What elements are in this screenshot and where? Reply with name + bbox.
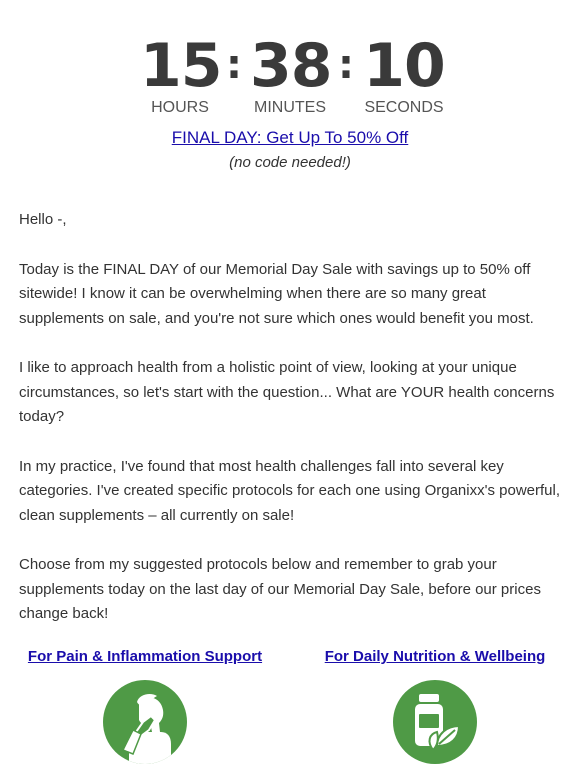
- protocol-pain-inflammation: [0, 646, 290, 764]
- pain-inflammation-link[interactable]: For Pain & Inflammation Support: [27, 648, 263, 665]
- countdown-minutes-value: 38: [250, 31, 332, 101]
- countdown-hours-value: 15: [140, 31, 222, 101]
- countdown-seconds-value: 10: [363, 31, 445, 101]
- countdown-seconds-label: SECONDS: [364, 99, 444, 116]
- countdown-seconds: [362, 31, 446, 117]
- neck-pain-icon[interactable]: [103, 680, 187, 764]
- final-day-offer-link[interactable]: FINAL DAY: Get Up To 50% Off: [171, 128, 409, 147]
- countdown-timer: [0, 31, 580, 120]
- countdown-minutes: [250, 31, 332, 117]
- protocol-links: [0, 646, 580, 774]
- offer-headline: [0, 127, 580, 149]
- countdown-hours-label: HOURS: [151, 99, 209, 116]
- greeting: Hello -,: [19, 211, 67, 228]
- countdown-separator: :: [338, 42, 354, 88]
- offer-subtext: (no code needed!): [229, 154, 351, 171]
- countdown-hours: [140, 31, 222, 117]
- email-body: [19, 208, 567, 652]
- body-paragraph: I like to approach health from a holistic point of view, looking at your unique circumstances, so let's start with the question... What are YOUR health concerns today?: [19, 359, 555, 425]
- countdown-separator: :: [226, 42, 242, 88]
- body-paragraph: Choose from my suggested protocols below and remember to grab your supplements today on the last day of our Memorial Day Sale, before our prices change back!: [19, 556, 541, 622]
- body-paragraph: In my practice, I've found that most health challenges fall into several key categories. I've created specific protocols for each one using Organixx's powerful, clean supplements – all currently on sale!: [19, 457, 561, 524]
- daily-nutrition-link[interactable]: For Daily Nutrition & Wellbeing: [324, 648, 546, 665]
- countdown-minutes-label: MINUTES: [254, 99, 326, 116]
- body-paragraph: Today is the FINAL DAY of our Memorial Day Sale with savings up to 50% off sitewide! I know it can be overwhelming when there are so many great supplements on sale, and you're not sure which ones would benefit you most.: [19, 260, 534, 327]
- supplement-bottle-leaf-icon[interactable]: [393, 680, 477, 764]
- protocol-daily-nutrition: [290, 646, 580, 764]
